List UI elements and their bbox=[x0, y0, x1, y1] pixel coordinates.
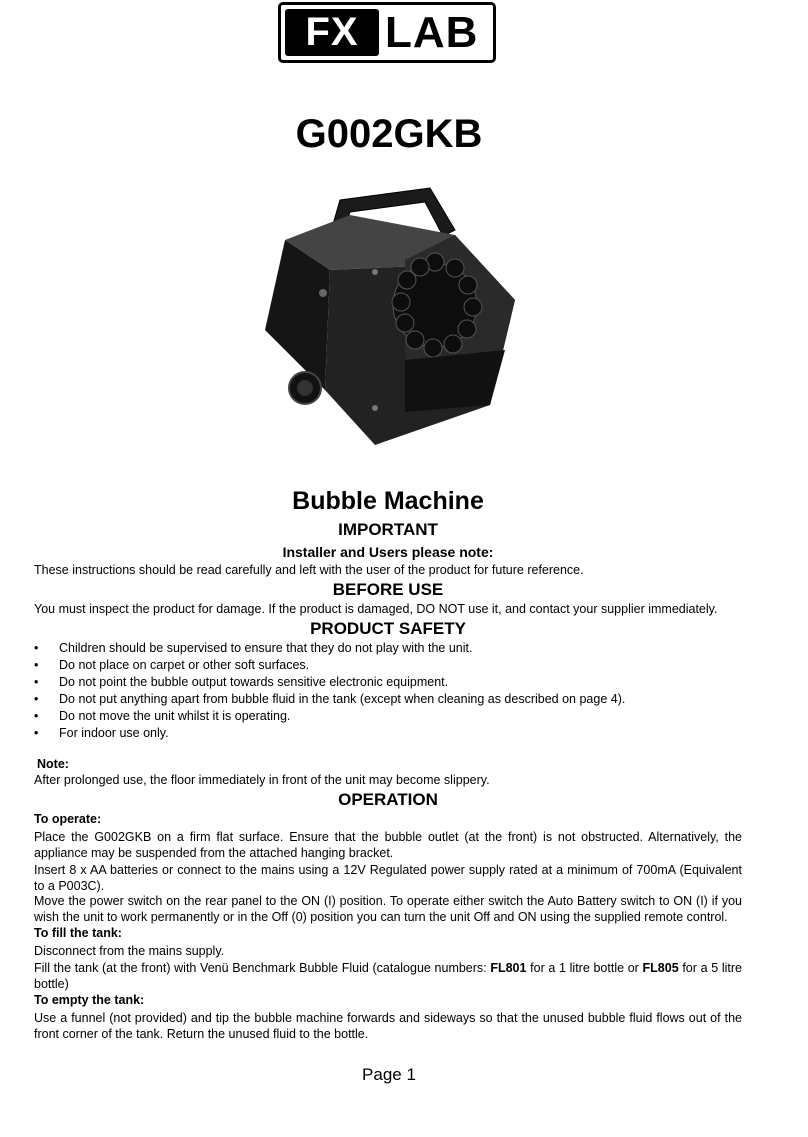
document-title: Bubble Machine bbox=[292, 487, 484, 515]
operation-heading: OPERATION bbox=[338, 790, 438, 809]
before-use-heading: BEFORE USE bbox=[332, 580, 444, 599]
page-number: Page 1 bbox=[362, 1065, 416, 1084]
note-label: Note: bbox=[37, 757, 69, 771]
to-fill-p1: Disconnect from the mains supply. bbox=[34, 944, 225, 958]
note-text: After prolonged use, the floor immediately in front of the unit may become slippery. bbox=[34, 773, 490, 787]
bubble-machine-image bbox=[255, 180, 525, 455]
list-item: • Do not put anything apart from bubble fluid in the tank (except when cleaning as described on page 4). bbox=[34, 691, 754, 708]
model-number: G002GKB bbox=[295, 112, 483, 156]
to-empty-p1: Use a funnel (not provided) and tip the bubble machine forwards and sideways so that the unused bubble fluid flows out of the front corner of the tank. Return the unused fluid to the bottle. bbox=[34, 1011, 742, 1041]
to-fill-p2 bbox=[34, 960, 742, 992]
catalogue-code-fl801: FL801 bbox=[490, 961, 527, 975]
to-operate-p1: Place the G002GKB on a firm flat surface. Ensure that the bubble outlet (at the front) is not obstructed. Alternatively, the appliance may be suspended from the attached hanging bracket. bbox=[34, 830, 742, 860]
to-empty-label: To empty the tank: bbox=[34, 993, 145, 1007]
list-item: • Children should be supervised to ensure that they do not play with the unit. bbox=[34, 640, 754, 657]
product-safety-heading: PRODUCT SAFETY bbox=[310, 619, 466, 638]
list-item: • Do not move the unit whilst it is operating. bbox=[34, 708, 754, 725]
to-fill-label: To fill the tank: bbox=[34, 926, 122, 940]
safety-list bbox=[34, 640, 754, 742]
before-use-text: You must inspect the product for damage. If the product is damaged, DO NOT use it, and contact your supplier immediately. bbox=[34, 602, 718, 616]
logo-lab: LAB bbox=[385, 7, 479, 57]
fxlab-logo bbox=[278, 2, 496, 63]
to-operate-label: To operate: bbox=[34, 812, 102, 826]
important-subheading: Installer and Users please note: bbox=[282, 544, 494, 560]
list-item: • Do not place on carpet or other soft surfaces. bbox=[34, 657, 754, 674]
list-item: • For indoor use only. bbox=[34, 725, 754, 742]
to-operate-p3: Move the power switch on the rear panel to the ON (I) position. To operate either switch the Auto Battery switch to ON (I) if you wish the unit to work permanently or in the Off (0) position you can turn the unit Off and ON using the supplied remote control. bbox=[34, 894, 742, 924]
important-text: These instructions should be read carefully and left with the user of the product for future reference. bbox=[34, 563, 584, 577]
important-heading: IMPORTANT bbox=[338, 520, 438, 539]
to-fill-text-a: Fill the tank (at the front) with Venü Benchmark Bubble Fluid (catalogue numbers: bbox=[34, 961, 491, 975]
catalogue-code-fl805: FL805 bbox=[642, 961, 679, 975]
to-fill-text-b: for a 1 litre bottle or bbox=[526, 961, 643, 975]
to-fill-text-c: for a 5 litre bottle) bbox=[34, 961, 742, 991]
logo-fx: FX bbox=[285, 9, 379, 56]
to-operate-p2: Insert 8 x AA batteries or connect to the mains using a 12V Regulated power supply rated at a minimum of 700mA (Equivalent to a P003C). bbox=[34, 863, 742, 893]
list-item: • Do not point the bubble output towards sensitive electronic equipment. bbox=[34, 674, 754, 691]
